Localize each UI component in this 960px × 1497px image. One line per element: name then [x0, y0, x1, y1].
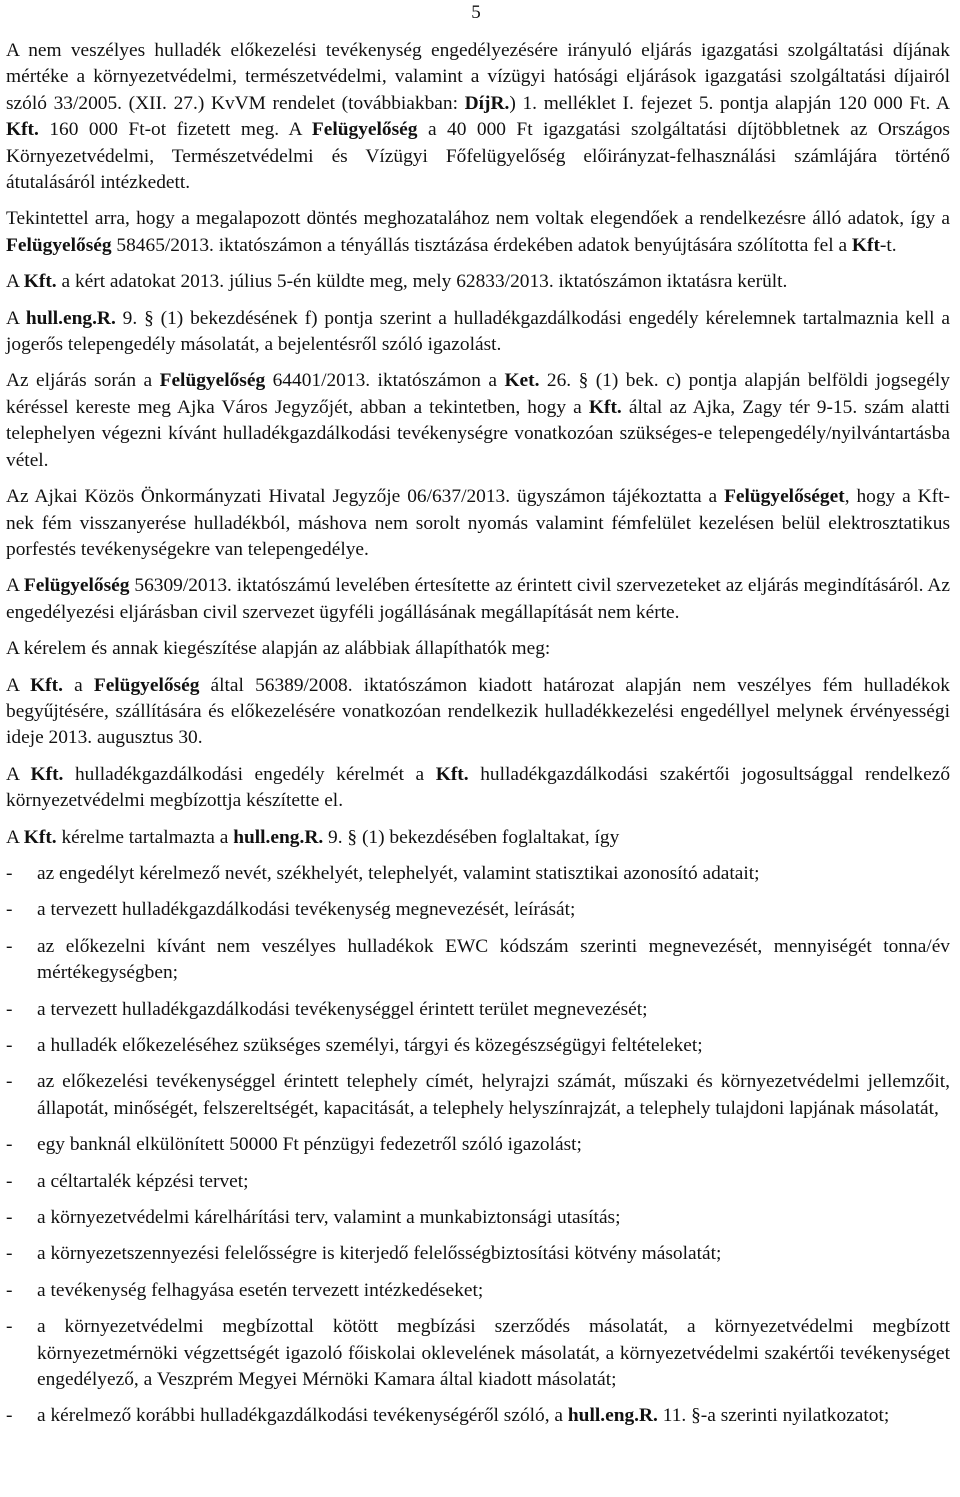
list-item [6, 934, 950, 987]
paragraph [6, 636, 950, 662]
list-item [6, 861, 950, 887]
bold-term: Kft. [30, 674, 63, 696]
text-run: A nem veszélyes hulladék előkezelési tevékenység engedélyezésére irányuló eljárás igazgatási szolgáltatási díjának mértéke a környezetvédelmi, természetvédelmi, valamint a vízügyi hatósági eljárások igazgatási szolgáltatási díjairól szóló 33/2005. (XII. 27.) KvVM rendelet (továbbiakban: [6, 40, 950, 114]
paragraph [6, 484, 950, 563]
text-run: 160 000 Ft-ot fizetett meg. A [38, 119, 312, 141]
text-run: az előkezelni kívánt nem veszélyes hulladékok EWC kódszám szerinti megnevezését, mennyiségét tonna/év mértékegységben; [37, 935, 950, 984]
page-number: 5 [471, 2, 481, 23]
text-run: a környezetvédelmi megbízottal kötött megbízási szerződés másolatát, a környezetvédelmi megbízott környezetmérnöki végzettségét igazoló főiskolai oklevelének másolatát, a környezetvédelmi szakértői tevékenységet engedélyező, a Veszprém Megyei Mérnöki Kamara által kiadott másolatát; [37, 1316, 950, 1391]
list-dash-marker: - [6, 1207, 13, 1229]
list-dash-marker: - [6, 1071, 13, 1093]
bold-term: Kft. [23, 271, 57, 293]
text-run: A [6, 271, 24, 293]
text-run: A [6, 674, 31, 696]
text-run: A [6, 826, 24, 848]
text-run: a tevékenység felhagyása esetén tervezett intézkedéseket; [37, 1279, 484, 1301]
text-run: kérelme tartalmazta a [56, 826, 234, 848]
list-dash-marker: - [6, 1035, 13, 1056]
text-run: a tervezett hulladékgazdálkodási tevékenységgel érintett terület megnevezését; [37, 998, 648, 1020]
text-run: hulladékgazdálkodási szakértői jogosultsággal rendelkező környezetvédelmi megbízottja készítette el. [6, 763, 951, 812]
paragraph [6, 368, 950, 474]
text-run: a tervezett hulladékgazdálkodási tevékenység megnevezését, leírását; [37, 899, 576, 921]
text-run: a hulladék előkezeléséhez szükséges személyi, tárgyi és közegészségügyi feltételeket; [37, 1035, 703, 1056]
bold-term: Felügyelőség [23, 575, 130, 597]
list-dash-marker: - [6, 1316, 13, 1338]
text-run: az előkezelési tevékenységgel érintett telephely címét, helyrajzi számát, műszaki és környezetvédelmi jellemzőit, állapotát, minőségét, felszereltségét, kapacitását, a telephely helyszínrajzát, a telephely tulajdoni lapjának másolatát, [37, 1071, 950, 1119]
text-run: 11. §-a szerinti nyilatkozatot; [657, 1405, 890, 1427]
bold-term: hull.eng.R. [233, 826, 324, 848]
text-run: A [6, 575, 24, 597]
text-run: 58465/2013. iktatószámon a tényállás tisztázása érdekében adatok benyújtására szólította fel a [111, 234, 852, 256]
text-run: a 40 000 Ft igazgatási szolgáltatási díjtöbbletnek az Országos Környezetvédelmi, Természetvédelmi és Vízügyi Főfelügyelőség előirányzat-felhasználási számlájára történő átutalásáról intézkedett. [6, 119, 950, 194]
list-item [6, 1278, 950, 1304]
list-item [6, 897, 950, 923]
bold-term: Felügyelőség [6, 234, 112, 256]
bold-term: Kft. [435, 763, 469, 785]
text-run: ) 1. melléklet I. fejezet 5. pontja alapján 120 000 Ft. A [509, 92, 950, 114]
list-dash-marker: - [6, 1243, 13, 1265]
text-run: , hogy a Kft-nek fém visszanyerése hulladékból, máshova nem sorolt nyomás valamint fémfelület kezelésen belül elektrosztatikus porfestés tevékenységekre van telepengedélye. [6, 486, 950, 560]
text-run: a [62, 674, 94, 696]
text-run: -t. [879, 234, 897, 256]
text-run: Tekintettel arra, hogy a megalapozott döntés meghozatalához nem voltak elegendőek a rendelkezésre álló adatok, így a [6, 208, 950, 230]
text-run: által az Ajka, Zagy tér 9-15. szám alatti telephelyen végezni kívánt hulladékgazdálkodási tevékenységre vonatkozóan szükséges-e telepengedély/nyilvántartásba vétel. [6, 396, 950, 471]
bold-term: Kft. [23, 826, 57, 848]
bold-term: Felügyelőség [93, 674, 200, 696]
list-dash-marker: - [6, 1170, 13, 1192]
paragraph-group [6, 38, 950, 851]
paragraph [6, 673, 950, 752]
text-run: a kérelmező korábbi hulladékgazdálkodási tevékenységéről szóló, a [37, 1405, 568, 1427]
list-dash-marker: - [6, 998, 13, 1020]
text-run: 56309/2013. iktatószámú levelében értesítette az érintett civil szervezeteket az eljárás megindításáról. Az engedélyezési eljárásban civil szervezet ügyféli jogállásának megállapítását nem kérte. [6, 575, 951, 623]
paragraph [6, 206, 950, 259]
paragraph [6, 573, 950, 626]
paragraph [6, 825, 950, 851]
bold-term: Felügyelőséget [724, 486, 845, 508]
text-run: a környezetvédelmi kárelhárítási terv, valamint a munkabiztonsági utasítás; [37, 1207, 621, 1229]
list-item [6, 1069, 950, 1122]
bold-term: Kft. [6, 119, 39, 141]
list-item [6, 1314, 950, 1393]
text-run: A kérelem és annak kiegészítése alapján az alábbiak állapíthatók meg: [6, 638, 551, 660]
list-item [6, 1241, 950, 1267]
list-dash-marker: - [6, 899, 13, 921]
text-run: 9. § (1) bekezdésében foglaltakat, így [323, 826, 620, 848]
text-run: 64401/2013. iktatószámon a [265, 370, 505, 392]
list-item [6, 997, 950, 1023]
paragraph [6, 269, 950, 295]
requirements-list [6, 861, 950, 1430]
bold-term: DíjR. [464, 92, 510, 114]
list-dash-marker: - [6, 935, 13, 957]
list-dash-marker: - [6, 862, 13, 884]
paragraph [6, 306, 950, 359]
text-run: a kért adatokat 2013. július 5-én küldte meg, mely 62833/2013. iktatószámon iktatásra került. [56, 271, 788, 293]
text-run: A [6, 307, 26, 329]
list-dash-marker: - [6, 1279, 13, 1301]
paragraph [6, 38, 950, 196]
text-run: egy banknál elkülönített 50000 Ft pénzügyi fedezetről szóló igazolást; [37, 1134, 582, 1156]
bold-term: Kft [851, 234, 880, 256]
text-run: 9. § (1) bekezdésének f) pontja szerint a hulladékgazdálkodási engedély kérelemnek tartalmaznia kell a jogerős telepengedély másolatát, a bejelentésről szóló igazolást. [6, 307, 951, 356]
list-item [6, 1403, 950, 1429]
document-body [6, 38, 950, 1440]
list-dash-marker: - [6, 1134, 13, 1156]
bold-term: Ket. [504, 370, 540, 392]
list-item [6, 1033, 950, 1059]
bold-term: Kft. [30, 763, 64, 785]
bold-term: Kft. [588, 396, 622, 418]
text-run: által 56389/2008. iktatószámon kiadott határozat alapján nem veszélyes fém hulladékok begyűjtésére, szállítására és előkezelésére vonatkozóan rendelkezik hulladékkezelési engedéllyel melynek érvényességi ideje 2013. augusztus 30. [6, 674, 950, 749]
text-run: hulladékgazdálkodási engedély kérelmét a [63, 763, 436, 785]
text-run: a céltartalék képzési tervet; [37, 1170, 249, 1192]
list-item [6, 1205, 950, 1231]
bold-term: hull.eng.R. [25, 307, 116, 329]
text-run: a környezetszennyezési felelősségre is kiterjedő felelősségbiztosítási kötvény másolatát; [37, 1243, 722, 1265]
text-run: 26. § (1) bek. c) pontja alapján belföldi jogsegély kéréssel kereste meg Ajka Város Jegyzőjét, abban a tekintetben, hogy a [6, 370, 950, 418]
paragraph [6, 762, 950, 815]
list-dash-marker: - [6, 1405, 13, 1427]
text-run: Az Ajkai Közös Önkormányzati Hivatal Jegyzője 06/637/2013. ügyszámon tájékoztatta a [6, 486, 725, 508]
bold-term: hull.eng.R. [567, 1405, 658, 1427]
text-run: Az eljárás során a [6, 370, 160, 392]
text-run: az engedélyt kérelmező nevét, székhelyét, telephelyét, valamint statisztikai azonosító adatait; [37, 862, 760, 884]
bold-term: Felügyelőség [159, 370, 266, 392]
bold-term: Felügyelőség [311, 119, 418, 141]
list-item [6, 1132, 950, 1158]
list-item [6, 1169, 950, 1195]
text-run: A [6, 763, 31, 785]
